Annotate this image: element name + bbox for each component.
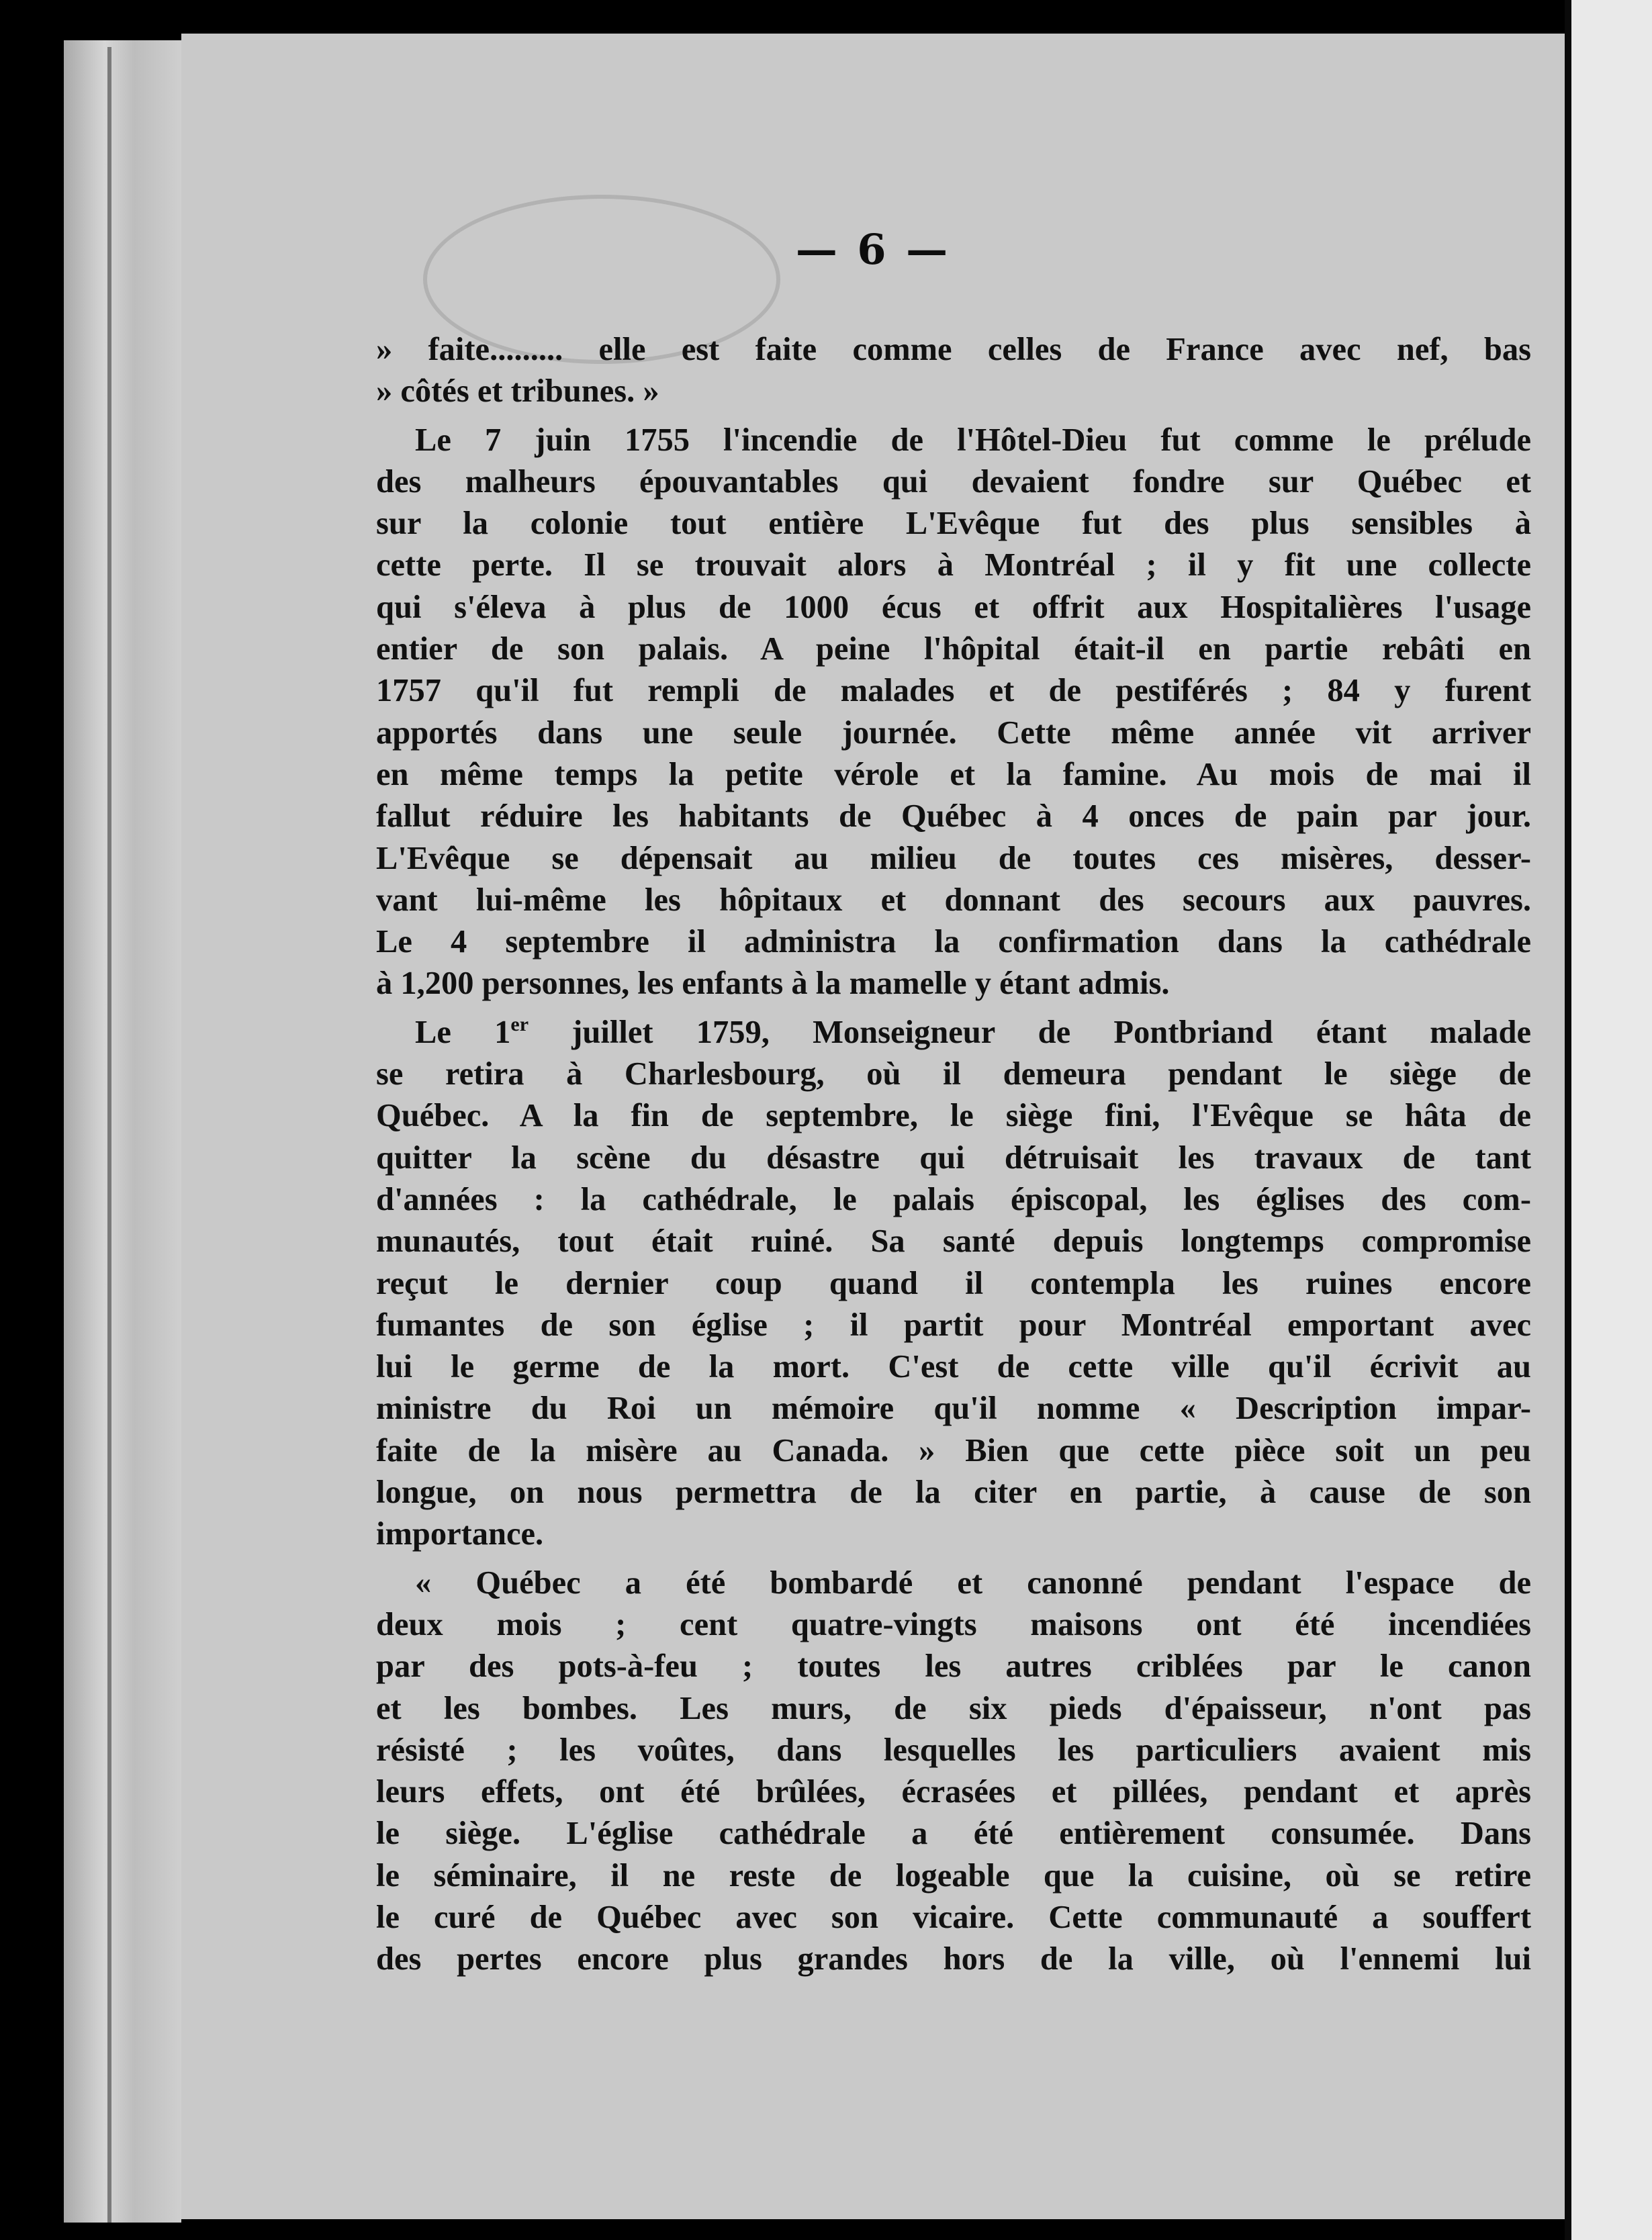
text-line: et les bombes. Les murs, de six pieds d'épaisseur, n'ont pas — [376, 1690, 1531, 1726]
text-line: fallut réduire les habitants de Québec à 4 onces de pain par jour. — [376, 798, 1531, 835]
page-body — [376, 329, 1531, 1981]
text-line: munautés, tout était ruiné. Sa santé depuis longtemps compromise — [376, 1223, 1531, 1260]
text-fragment: juillet 1759, Monseigneur de Pontbriand étant malade — [529, 1014, 1531, 1050]
text-line: Québec. A la fin de septembre, le siège fini, l'Evêque se hâta de — [376, 1098, 1531, 1134]
text-fragment: Le 1 — [415, 1014, 511, 1050]
text-line: le curé de Québec avec son vicaire. Cette communauté a souffert — [376, 1899, 1531, 1935]
text-line: le séminaire, il ne reste de logeable que la cuisine, où se retire — [376, 1857, 1531, 1894]
text-line: lui le germe de la mort. C'est de cette ville qu'il écrivit au — [376, 1349, 1531, 1385]
text-line: résisté ; les voûtes, dans lesquelles les particuliers avaient mis — [376, 1732, 1531, 1768]
superscript-ordinal: er — [510, 1013, 529, 1035]
text-line: sur la colonie tout entière L'Evêque fut des plus sensibles à — [376, 506, 1531, 542]
paragraph-2 — [376, 420, 1531, 1005]
text-line: quitter la scène du désastre qui détruisait les travaux de tant — [376, 1139, 1531, 1176]
paragraph-4-quotation — [376, 1562, 1531, 1981]
text-line: des pertes encore plus grandes hors de la ville, où l'ennemi lui — [376, 1941, 1531, 1977]
paragraph-1 — [376, 329, 1531, 413]
text-line: » côtés et tribunes. » — [376, 373, 659, 410]
text-line: importance. — [376, 1516, 544, 1552]
text-line: L'Evêque se dépensait au milieu de toutes ces misères, desser- — [376, 840, 1531, 876]
text-line: apportés dans une seule journée. Cette même année vit arriver — [376, 714, 1531, 751]
text-line: qui s'éleva à plus de 1000 écus et offrit aux Hospitalières l'usage — [376, 589, 1531, 625]
text-line: « Québec a été bombardé et canonné pendant l'espace de — [415, 1565, 1531, 1601]
text-line: 1757 qu'il fut rempli de malades et de pestiférés ; 84 y furent — [376, 673, 1531, 709]
text-line: Le 4 septembre il administra la confirmation dans la cathédrale — [376, 924, 1531, 960]
paragraph-3 — [376, 1012, 1531, 1556]
text-line: d'années : la cathédrale, le palais épiscopal, les églises des com- — [376, 1181, 1531, 1217]
text-line: reçut le dernier coup quand il contempla les ruines encore — [376, 1265, 1531, 1301]
left-edge-shadow — [107, 47, 111, 2223]
text-line: fumantes de son église ; il partit pour Montréal emportant avec — [376, 1307, 1531, 1343]
text-line: leurs effets, ont été brûlées, écrasées et pillées, pendant et après — [376, 1774, 1531, 1810]
text-line: cette perte. Il se trouvait alors à Montréal ; il y fit une collecte — [376, 547, 1531, 584]
text-line: des malheurs épouvantables qui devaient fondre sur Québec et — [376, 463, 1531, 500]
text-line: » faite......... elle est faite comme celles de France avec nef, bas — [376, 332, 1531, 367]
text-line — [376, 1012, 1531, 1054]
text-line: ministre du Roi un mémoire qu'il nomme « Description impar- — [376, 1391, 1531, 1427]
page-number: — 6 — — [795, 225, 951, 274]
text-line: le siège. L'église cathédrale a été entièrement consumée. Dans — [376, 1816, 1531, 1852]
text-line: Le 7 juin 1755 l'incendie de l'Hôtel-Dieu fut comme le prélude — [415, 422, 1531, 458]
right-page-edge — [1571, 0, 1652, 2240]
text-line: deux mois ; cent quatre-vingts maisons ont été incendiées — [376, 1606, 1531, 1642]
text-line: vant lui-même les hôpitaux et donnant des secours aux pauvres. — [376, 882, 1531, 918]
text-line: longue, on nous permettra de la citer en partie, à cause de son — [376, 1475, 1531, 1511]
text-line: à 1,200 personnes, les enfants à la mamelle y étant admis. — [376, 966, 1170, 1002]
text-line: se retira à Charlesbourg, où il demeura pendant le siège de — [376, 1056, 1531, 1092]
left-page-edge — [64, 40, 181, 2223]
text-line: entier de son palais. A peine l'hôpital était-il en partie rebâti en — [376, 631, 1531, 667]
text-line: par des pots-à-feu ; toutes les autres criblées par le canon — [376, 1648, 1531, 1685]
text-line: en même temps la petite vérole et la famine. Au mois de mai il — [376, 756, 1531, 792]
text-line: faite de la misère au Canada. » Bien que cette pièce soit un peu — [376, 1432, 1531, 1468]
book-page — [181, 34, 1565, 2219]
